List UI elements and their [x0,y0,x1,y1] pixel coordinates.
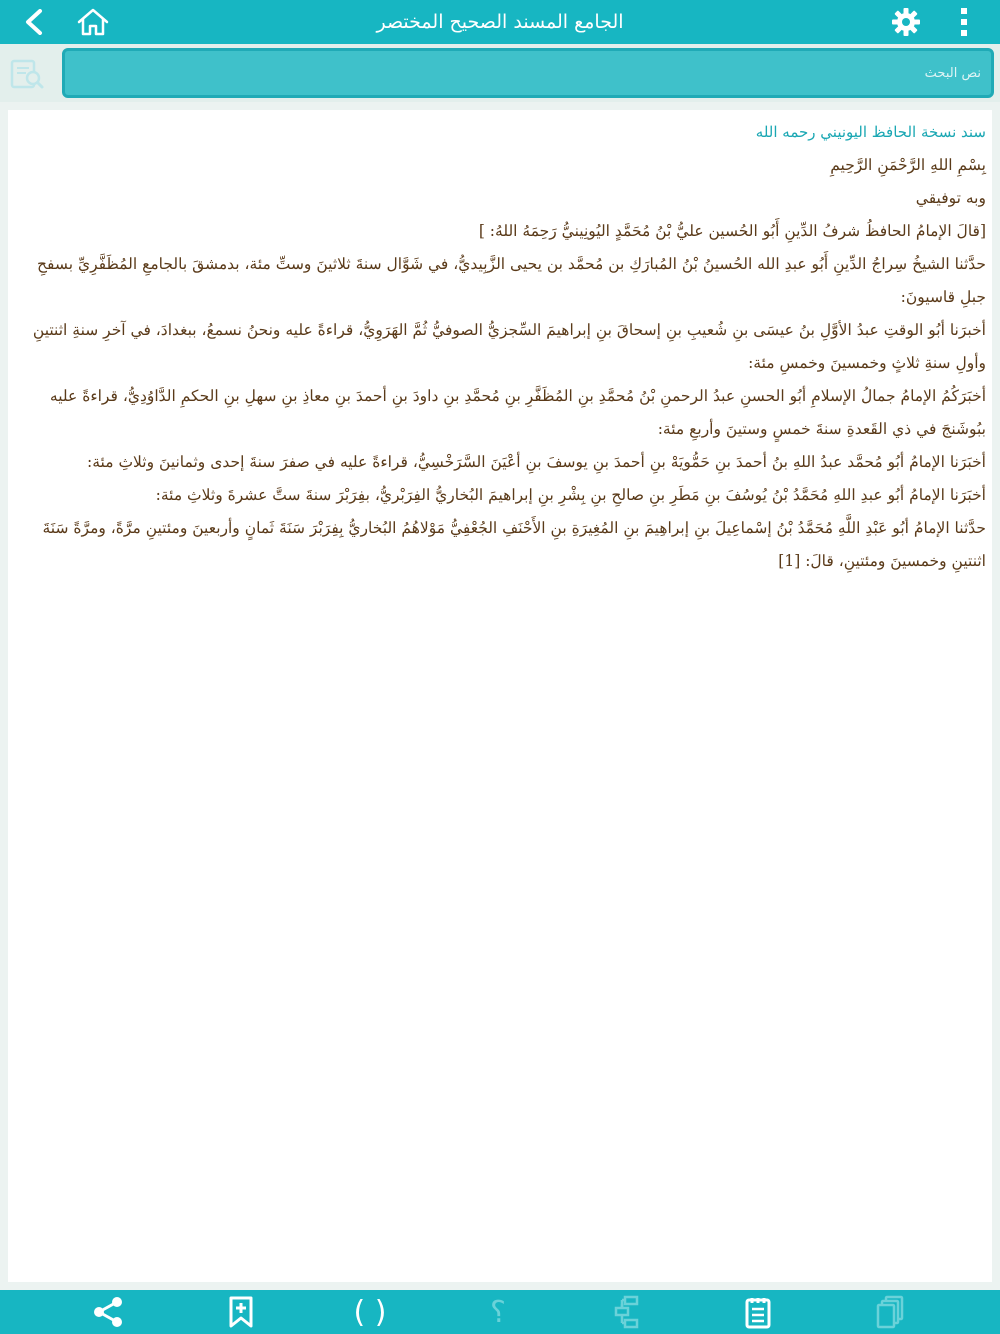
content-paragraph: أخبَرَنا الإمامُ أبُو عبدِ اللهِ مُحَمَّدُ بْنُ يُوسُفَ بنِ مَطَرِ بنِ صالحِ بنِ بِشْرِ بنِ إبراهيمَ البُخاريُّ الفِرَبْريُّ، بفِرَبْرَ سنةَ ستَّ عشرةَ وثلاثِ مئة: [155,486,986,504]
settings-button[interactable] [884,0,928,44]
top-bar [0,0,1000,44]
tree-index-icon [613,1295,643,1329]
content-paragraph: حدَّثنا الشيخُ سِراجُ الدِّينِ أَبُو عبدِ الله الحُسينُ بْنُ المُبارَكِ بن مُحمَّد بن يحيى الزَّبِيديُّ، في شَوَّال سنةَ ثلاثينَ وستِّ مئة، بدمشقَ بالجامعِ المُظَفَّرِيِّ بسفحِ جبلِ قاسيونَ: [37,255,986,306]
search-input[interactable] [65,51,991,95]
search-field-container [62,48,994,98]
notes-list-icon [744,1295,772,1329]
content-paragraph: حدَّثنا الإمامُ أبُو عَبْدِ اللَّهِ مُحَمَّدُ بْنُ إسْماعِيلَ بنِ إبراهِيمَ بنِ المُغِيرَةِ بنِ الأَحْنَفِ الجُعْفِيُّ مَوْلاهُمُ البُخاريُّ بِفِرَبْرَ سَنَةَ ثَمانٍ وأربعينَ ومئتينِ مرَّةً، ومرَّةً سَنَةَ اثنتينِ وخمسينَ ومئتينِ، قالَ: [1] [42,519,986,570]
home-button[interactable] [72,0,114,44]
chevron-left-icon [23,9,45,35]
index-tree-button[interactable] [600,1290,656,1334]
share-icon [91,1295,125,1329]
bottom-toolbar [0,1290,1000,1334]
content-paragraph: أخبَرَكُمُ الإمامُ جمالُ الإسلامِ أبُو الحسنِ عبدُ الرحمنِ بْنُ مُحمَّدِ بنِ المُظَفَّرِ بنِ مُحمَّدِ بنِ داودَ بنِ أحمدَ بنِ معاذِ بنِ سهلِ بنِ الحكمِ الدَّاوُدِيُّ، قراءةً عليه ببُوشَنجَ في ذي القَعدةِ سنةَ خمسٍ وستينَ وأربعِ مئة: [49,387,986,438]
notes-button[interactable] [730,1290,786,1334]
content-panel [8,110,992,1282]
home-icon [77,8,109,36]
question-button[interactable]: ؟ [490,1294,506,1330]
add-bookmark-button[interactable] [214,1290,270,1334]
copy-button[interactable] [862,1290,918,1334]
search-button[interactable] [6,54,48,94]
search-bar [0,44,1000,102]
page-title: الجامع المسند الصحيح المختصر [376,11,624,33]
section-heading: سند نسخة الحافظ اليونيني رحمه الله [755,123,986,141]
content-paragraph: [قالَ الإمامُ الحافظُ شرفُ الدِّينِ أَبُو الحُسين عليُّ بْنُ مُحَمَّدٍ اليُونِينيُّ رَحِمَهُ اللهُ: ] [478,222,986,240]
content-paragraph: بِسْمِ اللهِ الرَّحْمَنِ الرَّحِيمِ [830,156,986,174]
content-paragraph: وبه توفيقي [915,189,986,207]
bookmark-add-icon [227,1295,257,1329]
search-book-icon [9,57,45,91]
share-button[interactable] [80,1290,136,1334]
menu-button[interactable] [946,0,982,44]
parentheses-button[interactable]: ( ) [353,1294,387,1330]
kebab-menu-icon [960,7,968,37]
copy-pages-icon [875,1295,905,1329]
content-paragraph: أخبَرَنا الإمامُ أبُو مُحمَّد عبدُ اللهِ بنُ أحمدَ بنِ حَمُّويَهْ بنِ أحمدَ بنِ يوسفَ بنِ أعْيَنَ السَّرَخْسِيُّ، قراءةً عليه في صفرَ سنةَ إحدى وثمانينَ وثلاثِ مئة: [87,453,986,471]
gear-icon [891,7,921,37]
back-button[interactable] [14,0,54,44]
content-paragraph: أخبرَنا أبُو الوقتِ عبدُ الأوَّلِ بنُ عيسَى بنِ شُعيبِ بنِ إسحاقَ بنِ إبراهيمَ السِّجزيُّ الصوفيُّ ثُمَّ الهَرَوِيُّ، قراءةً عليه ونحنُ نسمعُ، ببغدادَ، في آخرِ سنةِ اثنتينِ وأولِ سنةِ ثلاثٍ وخمسينَ وخمسِ مئة: [32,321,986,372]
